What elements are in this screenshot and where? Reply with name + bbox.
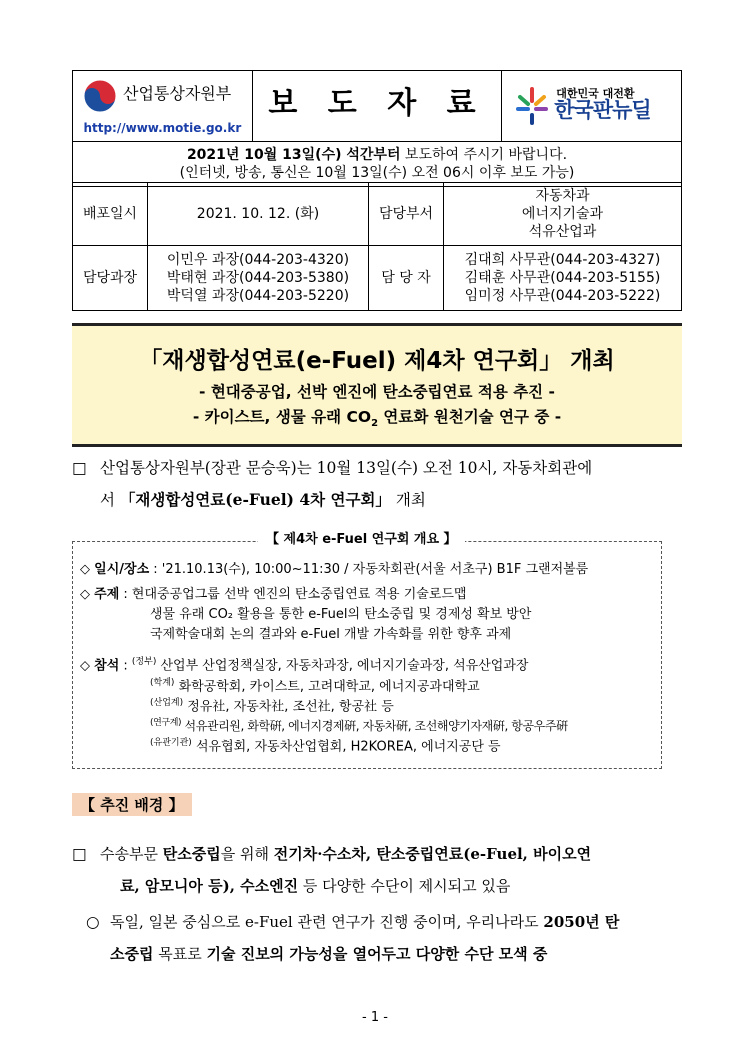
new-deal-logo: 대한민국 대전환 한국판뉴딜 [502,71,681,141]
overview-topic: ◇ 주제 : 현대중공업그룹 선박 엔진의 탄소중립연료 적용 기술로드맵 [80,587,467,602]
attendee-industry: $^{(산업계)}$ 정유社, 자동차社, 조선社, 항공社 등 [150,698,394,715]
overview-attendees: ◇ 참석 : $^{(정부)}$ 산업부 산업정책실장, 자동차과장, 에너지기술과장, 석유산업과장 [80,657,529,674]
embargo-notice: 2021년 10월 13일(수) 석간부터 보도하여 주시기 바랍니다. (인터넷, 방송, 통신은 10월 13일(수) 오전 06시 이후 보도 가능) [73,142,682,187]
starburst-icon [514,85,550,127]
bg-bullet-2: ○ [86,913,100,931]
ministry-block [73,71,252,141]
attendee-academia: $^{(학계)}$ 화학공학회, 카이스트, 고려대학교, 에너지공과대학교 [150,678,480,695]
staff-list: 김대희 사무관(044-203-4327) 김태훈 사무관(044-203-5155) 임미정 사무관(044-203-5222) [444,246,682,311]
overview-topic-3: 국제학술대회 논의 결과와 e-Fuel 개발 가속화를 위한 향후 과제 [150,627,512,642]
bg-para-1-line-2: 료, 암모니아 등), 수소엔진 등 다양한 수단이 제시되고 있음 [120,877,511,895]
bg-para-2-line-1: 독일, 일본 중심으로 e-Fuel 관련 연구가 진행 중이며, 우리나라도 2050년 탄 [110,913,620,931]
bg-bullet-1: □ [72,845,87,863]
overview-title: 【 제4차 e-Fuel 연구회 개요 】 [258,528,465,547]
dist-date: 2021. 10. 12. (화) [148,183,369,246]
page-number: - 1 - [362,1010,388,1025]
ministry-name: 산업통상자원부 [123,84,232,103]
attendee-research: $^{(연구계)}$ 석유관리원, 화학硏, 에너지경제硏, 자동차硏, 조선해양기자재硏, 항공우주硏 [150,718,568,733]
press-release-title: 보 도 자 료 [252,71,502,142]
dept-list: 자동차과 에너지기술과 석유산업과 [444,183,682,246]
bg-para-1-line-1: 수송부문 탄소중립을 위해 전기차·수소차, 탄소중립연료(e-Fuel, 바이오연 [100,845,592,863]
director-label: 담당과장 [73,246,148,311]
intro-bullet: □ [72,459,87,477]
director-list: 이민우 과장(044-203-4320) 박태현 과장(044-203-5380) 박덕열 과장(044-203-5220) [148,246,369,311]
staff-label: 담 당 자 [369,246,444,311]
subheadline-2: - 카이스트, 생물 유래 $CO_2$ 연료화 원천기술 연구 중 - [192,408,562,430]
contact-table [72,182,682,311]
intro-line-1: 산업통상자원부(장관 문승욱)는 10월 13일(수) 오전 10시, 자동차회관에 [100,459,593,477]
overview-topic-2: 생물 유래 CO₂ 활용을 통한 e-Fuel의 탄소중립 및 경제성 확보 방안 [150,607,532,622]
overview-when: ◇ 일시/장소 : '21.10.13(수), 10:00~11:30 / 자동차회관(서울 서초구) B1F 그랜저볼룸 [80,562,589,577]
header-table [72,70,682,187]
taegeuk-logo-icon [83,79,117,113]
intro-line-2: 서 「재생합성연료(e-Fuel) 4차 연구회」 개최 [100,490,426,509]
bg-para-2-line-2: 소중립 목표로 기술 진보의 가능성을 열어두고 다양한 수단 모색 중 [110,945,548,963]
attendee-agencies: $^{(유관기관)}$ 석유협회, 자동차산업협회, H2KOREA, 에너지공단 등 [150,738,501,755]
headline-box [72,323,682,447]
dept-label: 담당부서 [369,183,444,246]
dist-label: 배포일시 [73,183,148,246]
headline: 「재생합성연료(e-Fuel) 제4차 연구회」 개최 [139,348,615,374]
section-heading: 【 추진 배경 】 [72,793,192,816]
ministry-url[interactable]: http://www.motie.go.kr [83,121,242,135]
subheadline-1: - 현대중공업, 선박 엔진에 탄소중립연료 적용 추진 - [199,383,555,401]
